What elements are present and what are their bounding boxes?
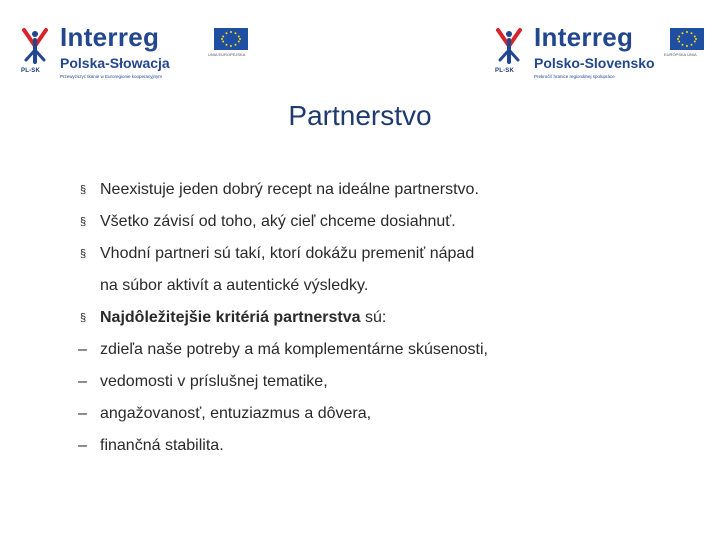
bullet-continuation: [78, 270, 698, 302]
bullet-marker: §: [80, 184, 87, 196]
interreg-logo-left: [18, 22, 258, 86]
bullet-text: Všetko závisí od toho, aký cieľ chceme dosiahnuť.: [100, 213, 456, 230]
dash-text: angažovanosť, entuziazmus a dôvera,: [100, 405, 372, 422]
pl-sk-emblem-icon: [492, 26, 526, 78]
program-tagline: Prekročiť hranice regionálnej spolupráce: [534, 74, 615, 79]
eu-flag-icon: [214, 28, 248, 50]
bullet-text: Vhodní partneri sú takí, ktorí dokážu premeniť nápad: [100, 245, 475, 262]
interreg-logo-right: [492, 22, 716, 86]
dash-marker: –: [78, 373, 87, 390]
bullet-item: [78, 238, 698, 270]
eu-flag-icon: [670, 28, 704, 50]
dash-marker: –: [78, 341, 87, 358]
dash-marker: –: [78, 405, 87, 422]
bullet-marker: §: [80, 312, 87, 324]
brand-name: Interreg: [534, 22, 634, 52]
bullet-marker: §: [80, 216, 87, 228]
program-tagline: Przewyższyć tkanie w Euroregionie kooperacyjnym: [60, 74, 163, 79]
dash-text: vedomosti v príslušnej tematike,: [100, 373, 328, 390]
eu-text: EURÓPSKA ÚNIA: [664, 52, 697, 57]
dash-marker: –: [78, 437, 87, 454]
bullet-item: [78, 174, 698, 206]
dash-text: finančná stabilita.: [100, 437, 224, 454]
brand-name: Interreg: [60, 22, 160, 52]
bullet-bold-text: Najdôležitejšie kritériá partnerstva: [100, 309, 361, 326]
dash-item: [78, 366, 698, 398]
slide-content: [78, 174, 698, 462]
dash-text: zdieľa naše potreby a má komplementárne skúsenosti,: [100, 341, 488, 358]
bullet-item: [78, 302, 698, 334]
program-name: Polska-Słowacja: [60, 55, 170, 71]
dash-item: [78, 430, 698, 462]
eu-text: UNIA EUROPEJSKA: [208, 52, 246, 57]
bullet-marker: §: [80, 248, 87, 260]
pl-sk-emblem-icon: [18, 26, 52, 78]
bullet-text: na súbor aktivít a autentické výsledky.: [100, 277, 369, 294]
dash-item: [78, 398, 698, 430]
slide-title: Partnerstvo: [288, 100, 432, 131]
bullet-item: [78, 206, 698, 238]
emblem-code: PL-SK: [21, 68, 40, 74]
program-name: Polsko-Slovensko: [534, 55, 655, 71]
bullet-text: Neexistuje jeden dobrý recept na ideálne partnerstvo.: [100, 181, 479, 198]
dash-item: [78, 334, 698, 366]
emblem-code: PL-SK: [495, 68, 514, 74]
bullet-text: sú:: [360, 309, 387, 326]
